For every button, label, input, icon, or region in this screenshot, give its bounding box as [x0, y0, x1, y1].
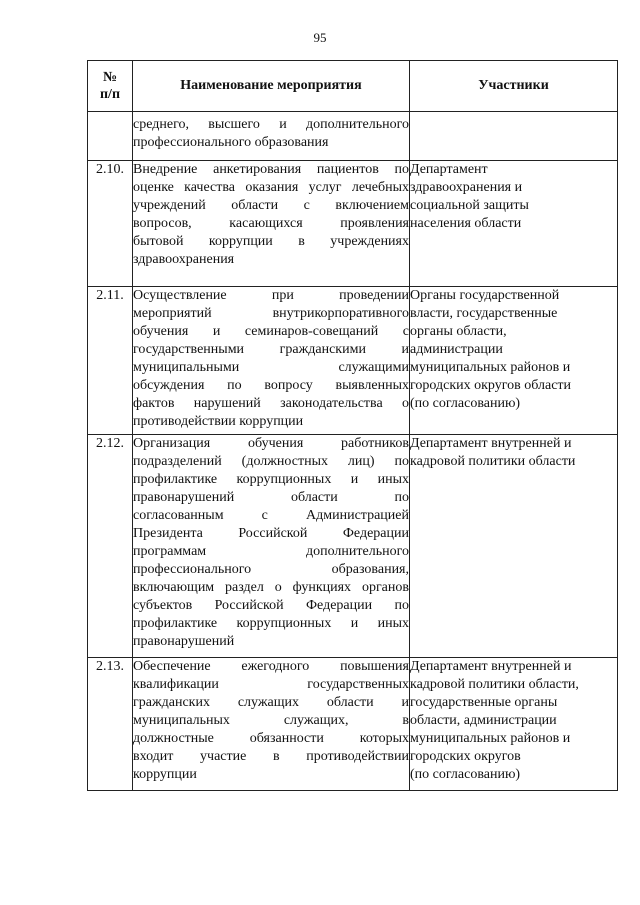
measure-name-line: муниципальных служащих, в — [133, 713, 409, 728]
participant-line: (по согласованию) — [410, 767, 521, 782]
header-participants: Участники — [410, 61, 618, 112]
measure-name-line: Президента Российской Федерации — [133, 526, 409, 541]
measure-name-line: правонарушений области по — [133, 490, 409, 505]
table-row — [88, 161, 618, 287]
participant-line: муниципальных районов и — [410, 360, 571, 375]
measure-name-line: мероприятий внутрикорпоративного — [133, 306, 409, 321]
participant-line: администрации — [410, 342, 503, 357]
measure-name-line: обсуждения по вопросу выявленных — [133, 378, 409, 393]
measure-name-line: фактов нарушений законодательства о — [133, 396, 409, 411]
measure-name-line: вопросов, касающихся проявления — [133, 216, 409, 231]
measure-name-cell — [133, 112, 410, 161]
measure-name-line: обучения и семинаров-совещаний с — [133, 324, 409, 339]
measure-name-cell — [133, 287, 410, 435]
row-number: 2.11. — [88, 287, 133, 435]
header-number-abbr: п/п — [99, 87, 121, 102]
row-number: 2.13. — [88, 658, 133, 791]
participant-line: органы области, — [410, 324, 507, 339]
measure-name-line: профессионального образования, — [133, 562, 409, 577]
participant-line: Департамент внутренней и — [410, 659, 572, 674]
measure-name-line: бытовой коррупции в учреждениях — [133, 234, 409, 249]
participant-line: (по согласованию) — [410, 396, 521, 411]
measure-name-line: оценке качества оказания услуг лечебных — [133, 180, 409, 195]
header-number-sign: № — [102, 70, 118, 85]
table-row — [88, 658, 618, 791]
measure-name-line: государственными гражданскими и — [133, 342, 409, 357]
measure-name-cell — [133, 161, 410, 287]
measures-table — [87, 60, 618, 791]
participants-cell — [410, 112, 618, 161]
table-row — [88, 112, 618, 161]
participants-cell — [410, 658, 618, 791]
participants-cell — [410, 161, 618, 287]
participant-line: Департамент внутренней и — [410, 436, 572, 451]
header-measure-name: Наименование мероприятия — [133, 61, 410, 112]
measure-name-line: профессионального образования — [133, 135, 329, 150]
measure-name-line: профилактике коррупционных и иных — [133, 616, 409, 631]
measure-name-line: коррупции — [133, 767, 197, 782]
participant-line: кадровой политики области, — [410, 677, 579, 692]
table-header-row — [88, 61, 618, 112]
measure-name-line: Внедрение анкетирования пациентов по — [133, 162, 409, 177]
measure-name-line: гражданских служащих области и — [133, 695, 409, 710]
measure-name-line: учреждений области с включением — [133, 198, 409, 213]
measure-name-line: Осуществление при проведении — [133, 288, 409, 303]
measure-name-line: программам дополнительного — [133, 544, 409, 559]
row-number — [88, 112, 133, 161]
measure-name-line: подразделений (должностных лиц) по — [133, 454, 409, 469]
participant-line: городских округов — [410, 749, 521, 764]
measure-name-line: среднего, высшего и дополнительного — [133, 117, 409, 132]
measure-name-line: входит участие в противодействии — [133, 749, 409, 764]
participants-cell — [410, 435, 618, 658]
measure-name-line: субъектов Российской Федерации по — [133, 598, 409, 613]
measure-name-line: квалификации государственных — [133, 677, 409, 692]
header-number — [88, 61, 133, 112]
table-row — [88, 287, 618, 435]
table-row — [88, 435, 618, 658]
participants-cell — [410, 287, 618, 435]
measure-name-line: согласованным с Администрацией — [133, 508, 409, 523]
measure-name-line: муниципальными служащими — [133, 360, 409, 375]
participant-line: кадровой политики области — [410, 454, 576, 469]
participant-line: населения области — [410, 216, 522, 231]
measure-name-line: должностные обязанности которых — [133, 731, 409, 746]
measure-name-line: здравоохранения — [133, 252, 235, 267]
measure-name-line: правонарушений — [133, 634, 235, 649]
page-number: 95 — [313, 30, 327, 45]
row-number: 2.10. — [88, 161, 133, 287]
measure-name-line: включающим раздел о функциях органов — [133, 580, 409, 595]
measure-name-cell — [133, 658, 410, 791]
measure-name-line: Обеспечение ежегодного повышения — [133, 659, 409, 674]
measure-name-cell — [133, 435, 410, 658]
participant-line: области, администрации — [410, 713, 557, 728]
participant-line: Органы государственной — [410, 288, 560, 303]
participant-line: Департамент — [410, 162, 488, 177]
participant-line: муниципальных районов и — [410, 731, 571, 746]
measure-name-line: противодействии коррупции — [133, 414, 304, 429]
measure-name-line: профилактике коррупционных и иных — [133, 472, 409, 487]
participant-line: социальной защиты — [410, 198, 529, 213]
measure-name-line: Организация обучения работников — [133, 436, 409, 451]
row-number: 2.12. — [88, 435, 133, 658]
participant-line: здравоохранения и — [410, 180, 523, 195]
participant-line: государственные органы — [410, 695, 558, 710]
participant-line: городских округов области — [410, 378, 572, 393]
participant-line: власти, государственные — [410, 306, 558, 321]
